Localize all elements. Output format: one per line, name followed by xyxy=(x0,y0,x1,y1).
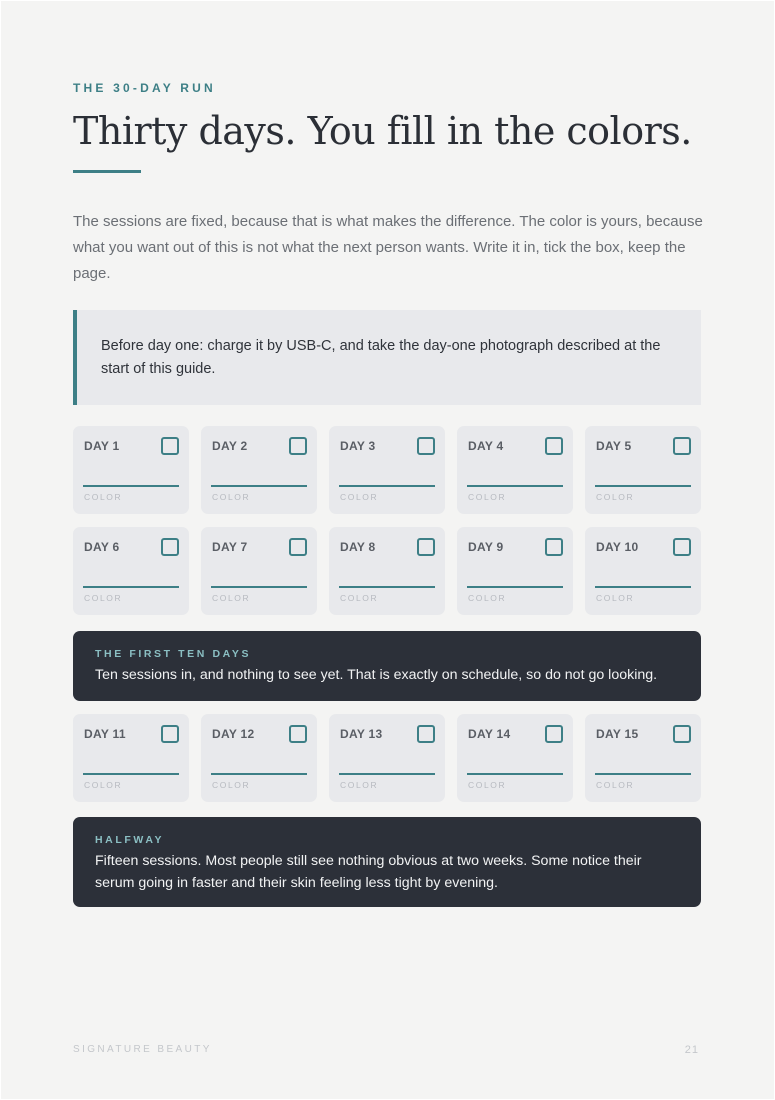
color-label: COLOR xyxy=(340,492,379,502)
day-label: DAY 8 xyxy=(340,540,376,554)
color-label: COLOR xyxy=(468,780,507,790)
day-checkbox[interactable] xyxy=(673,725,691,743)
color-write-line[interactable] xyxy=(467,586,563,588)
section-eyebrow: THE 30-DAY RUN xyxy=(73,81,216,95)
color-write-line[interactable] xyxy=(595,485,691,487)
color-label: COLOR xyxy=(596,492,635,502)
day-label: DAY 13 xyxy=(340,727,383,741)
day-card xyxy=(457,527,573,615)
color-label: COLOR xyxy=(340,593,379,603)
day-checkbox[interactable] xyxy=(673,538,691,556)
day-card xyxy=(329,527,445,615)
day-checkbox[interactable] xyxy=(289,725,307,743)
day-checkbox[interactable] xyxy=(161,538,179,556)
day-card xyxy=(585,426,701,514)
color-write-line[interactable] xyxy=(467,773,563,775)
day-label: DAY 1 xyxy=(84,439,120,453)
color-write-line[interactable] xyxy=(83,586,179,588)
day-label: DAY 9 xyxy=(468,540,504,554)
color-write-line[interactable] xyxy=(595,773,691,775)
day-card xyxy=(201,714,317,802)
day-checkbox[interactable] xyxy=(417,725,435,743)
day-checkbox[interactable] xyxy=(545,725,563,743)
milestone-halfway xyxy=(73,817,701,907)
day-checkbox[interactable] xyxy=(161,437,179,455)
intro-paragraph: The sessions are fixed, because that is what makes the difference. The color is yours, because what you want out of this is not what the next person wants. Write it in, tick the box, keep the page. xyxy=(73,213,703,282)
before-day-one-note: Before day one: charge it by USB-C, and take the day-one photograph described at the start of this guide. xyxy=(73,310,701,405)
milestone-text: Fifteen sessions. Most people still see nothing obvious at two weeks. Some notice their serum going in faster and their skin feeling less tight by evening. xyxy=(95,853,642,891)
color-write-line[interactable] xyxy=(211,485,307,487)
color-label: COLOR xyxy=(84,492,123,502)
day-label: DAY 3 xyxy=(340,439,376,453)
color-label: COLOR xyxy=(340,780,379,790)
color-write-line[interactable] xyxy=(467,485,563,487)
milestone-label: THE FIRST TEN DAYS xyxy=(95,648,252,660)
day-checkbox[interactable] xyxy=(545,538,563,556)
day-card xyxy=(201,527,317,615)
day-card xyxy=(73,426,189,514)
color-label: COLOR xyxy=(212,780,251,790)
day-label: DAY 15 xyxy=(596,727,639,741)
page xyxy=(1,1,774,1099)
day-label: DAY 5 xyxy=(596,439,632,453)
color-label: COLOR xyxy=(596,780,635,790)
day-label: DAY 11 xyxy=(84,727,126,741)
day-label: DAY 10 xyxy=(596,540,639,554)
day-checkbox[interactable] xyxy=(417,538,435,556)
color-label: COLOR xyxy=(212,492,251,502)
day-card xyxy=(73,527,189,615)
day-label: DAY 12 xyxy=(212,727,255,741)
day-card xyxy=(585,714,701,802)
color-write-line[interactable] xyxy=(339,485,435,487)
day-label: DAY 2 xyxy=(212,439,248,453)
day-card xyxy=(457,714,573,802)
day-checkbox[interactable] xyxy=(417,437,435,455)
color-write-line[interactable] xyxy=(211,586,307,588)
day-label: DAY 7 xyxy=(212,540,248,554)
day-card xyxy=(329,426,445,514)
day-card xyxy=(73,714,189,802)
milestone-label: HALFWAY xyxy=(95,834,165,846)
color-label: COLOR xyxy=(212,593,251,603)
color-label: COLOR xyxy=(84,780,123,790)
day-label: DAY 14 xyxy=(468,727,511,741)
color-label: COLOR xyxy=(84,593,123,603)
day-checkbox[interactable] xyxy=(161,725,179,743)
day-label: DAY 6 xyxy=(84,540,120,554)
day-checkbox[interactable] xyxy=(289,538,307,556)
color-write-line[interactable] xyxy=(339,773,435,775)
color-write-line[interactable] xyxy=(83,773,179,775)
color-write-line[interactable] xyxy=(211,773,307,775)
footer-brand: SIGNATURE BEAUTY xyxy=(73,1044,212,1055)
milestone-first-ten-days xyxy=(73,631,701,701)
color-write-line[interactable] xyxy=(595,586,691,588)
page-title: Thirty days. You fill in the colors. xyxy=(73,109,692,153)
color-label: COLOR xyxy=(596,593,635,603)
color-label: COLOR xyxy=(468,593,507,603)
day-checkbox[interactable] xyxy=(673,437,691,455)
day-card xyxy=(329,714,445,802)
page-number: 21 xyxy=(684,1044,699,1056)
day-card xyxy=(457,426,573,514)
title-underline xyxy=(73,170,141,173)
color-write-line[interactable] xyxy=(83,485,179,487)
day-checkbox[interactable] xyxy=(545,437,563,455)
color-label: COLOR xyxy=(468,492,507,502)
color-write-line[interactable] xyxy=(339,586,435,588)
day-label: DAY 4 xyxy=(468,439,504,453)
day-card xyxy=(585,527,701,615)
day-card xyxy=(201,426,317,514)
day-checkbox[interactable] xyxy=(289,437,307,455)
milestone-text: Ten sessions in, and nothing to see yet. That is exactly on schedule, so do not go looking. xyxy=(95,667,658,683)
